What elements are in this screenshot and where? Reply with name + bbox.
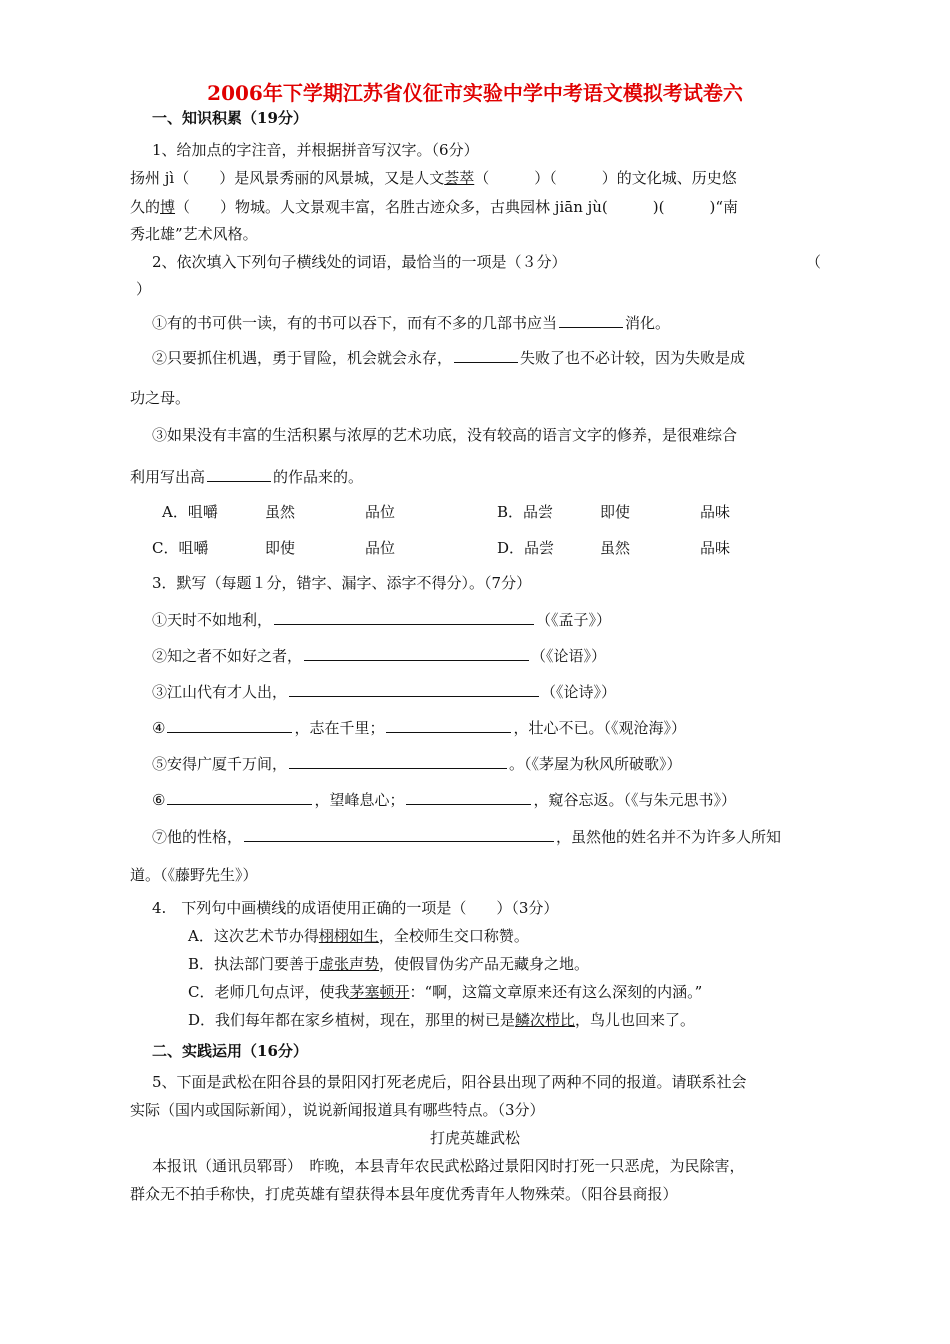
- section-heading-2: 二、实践运用（16分）: [152, 1042, 308, 1060]
- q4-c-end: ：“啊，这篇文章原来还有这么深刻的内涵。”: [409, 983, 703, 1001]
- q3-stem: 3．默写（每题１分，错字、漏字、添字不得分）。（7分）: [152, 574, 532, 592]
- q3-item-4-mid: ，志在千里；: [294, 719, 385, 737]
- q4-c-text: C．老师几句点评，使我: [188, 983, 350, 1001]
- q1-line-2: [130, 197, 738, 217]
- q3-item-3-text: ③江山代有才人出，: [152, 683, 288, 701]
- q4-b-end: ，使假冒伪劣产品无藏身之地。: [379, 955, 590, 973]
- q3-item-1: [152, 609, 611, 630]
- page-title: 2006年下学期江苏省仪征市实验中学中考语文模拟考试卷六: [207, 81, 743, 105]
- q3-blank-4b[interactable]: [386, 717, 511, 733]
- q2-option-d-word-3: 品味: [700, 539, 731, 557]
- q2-s1-end: 消化。: [625, 314, 671, 332]
- q2-stem: 2、依次填入下列句子横线处的词语，最恰当的一项是（３分）: [152, 253, 567, 271]
- q3-item-7-cont: 道。（《藤野先生》）: [130, 866, 258, 884]
- q3-item-7-text: ⑦他的性格，: [152, 828, 243, 846]
- q2-option-c-word-2: 即使: [265, 539, 296, 557]
- q2-option-b-word-1: B．品尝: [497, 503, 554, 521]
- q3-item-4: [152, 717, 686, 738]
- q3-item-4-source: ，壮心不已。（《观沧海》）: [513, 719, 686, 737]
- q2-blank-1[interactable]: [559, 312, 623, 328]
- q3-blank-4a[interactable]: [167, 717, 292, 733]
- q3-item-6-mid: ，望峰息心；: [314, 791, 405, 809]
- q2-s2-end: 失败了也不必计较，因为失败是成: [520, 349, 746, 367]
- q1-line-2a: 久的: [130, 198, 161, 216]
- q3-item-1-text: ①天时不如地利，: [152, 611, 273, 629]
- q4-d-text: D．我们每年都在家乡植树，现在，那里的树已是: [188, 1011, 516, 1029]
- q5-news-line-1: 本报讯（通讯员郓哥） 昨晚，本县青年农民武松路过景阳冈时打死一只恶虎，为民除害，: [152, 1157, 745, 1175]
- q3-blank-2[interactable]: [304, 645, 529, 661]
- q2-option-a-word-3: 品位: [365, 503, 396, 521]
- q4-option-c: [188, 982, 702, 1002]
- q2-answer-paren-open: （: [806, 253, 822, 271]
- q3-item-6-num: ⑥: [152, 791, 166, 809]
- q3-item-2-text: ②知之者不如好之者，: [152, 647, 303, 665]
- q3-item-6: [152, 789, 736, 810]
- q5-stem-line-2: 实际（国内或国际新闻），说说新闻报道具有哪些特点。（3分）: [130, 1101, 545, 1119]
- q1-line-1b: （ ）（ ）的文化城、历史悠: [474, 169, 737, 187]
- q2-s3-text: 利用写出高: [130, 468, 206, 486]
- q2-option-a-word-2: 虽然: [265, 503, 296, 521]
- q3-item-3: [152, 681, 616, 702]
- q4-option-a: [188, 926, 529, 946]
- q3-item-7: [152, 826, 781, 847]
- q3-blank-6a[interactable]: [167, 789, 312, 805]
- q2-sentence-1: [152, 312, 670, 333]
- q3-item-1-source: （《孟子》）: [536, 611, 612, 629]
- section-heading-1: 一、知识积累（19分）: [152, 109, 308, 127]
- q3-blank-1[interactable]: [274, 609, 534, 625]
- q2-answer-paren-close: ）: [136, 280, 152, 298]
- q4-c-idiom: 茅塞顿开: [349, 983, 410, 1001]
- q4-b-text: B．执法部门要善于: [188, 955, 320, 973]
- q4-stem: 4. 下列句中画横线的成语使用正确的一项是（ ）（3分）: [152, 899, 559, 917]
- q2-s2-text: ②只要抓住机遇，勇于冒险，机会就会永存，: [152, 349, 453, 367]
- q2-option-c-word-1: C．咀嚼: [152, 539, 209, 557]
- q3-blank-3[interactable]: [289, 681, 539, 697]
- q4-option-b: [188, 954, 589, 974]
- q1-stem: 1、给加点的字注音，并根据拼音写汉字。（6分）: [152, 141, 479, 159]
- q2-sentence-3-cont: [130, 466, 363, 487]
- q1-line-2b: （ ）物城。人文景观丰富，名胜古迹众多，古典园林 jiān jù( )( )“南: [175, 198, 739, 216]
- q2-sentence-2-cont: 功之母。: [130, 389, 191, 407]
- q2-sentence-3: ③如果没有丰富的生活积累与浓厚的艺术功底，没有较高的语言文字的修养，是很难综合: [152, 426, 738, 444]
- q4-b-idiom: 虚张声势: [319, 955, 380, 973]
- q2-s3-end: 的作品来的。: [273, 468, 364, 486]
- q4-option-d: [188, 1010, 695, 1030]
- q3-blank-7[interactable]: [244, 826, 554, 842]
- q2-s1-text: ①有的书可供一读，有的书可以吞下，而有不多的几部书应当: [152, 314, 558, 332]
- q2-option-d-word-1: D．品尝: [497, 539, 555, 557]
- q5-news-line-2: 群众无不拍手称快，打虎英雄有望获得本县年度优秀青年人物殊荣。（阳谷县商报）: [130, 1185, 678, 1203]
- q5-news-headline: 打虎英雄武松: [429, 1129, 520, 1147]
- q2-option-c-word-3: 品位: [365, 539, 396, 557]
- q1-line-1a: 扬州 jì（ ）是风景秀丽的风景城，又是人文: [130, 169, 445, 187]
- q2-sentence-2: [152, 347, 745, 368]
- q2-option-b-word-3: 品味: [700, 503, 731, 521]
- q2-blank-2[interactable]: [454, 347, 518, 363]
- q3-item-2: [152, 645, 606, 666]
- q2-option-b-word-2: 即使: [600, 503, 631, 521]
- q3-item-3-source: （《论诗》）: [541, 683, 617, 701]
- q1-underlined-char: 博: [160, 198, 176, 216]
- q3-item-4-num: ④: [152, 719, 166, 737]
- q3-item-5-source: 。（《茅屋为秋风所破歌》）: [509, 755, 682, 773]
- q3-item-2-source: （《论语》）: [531, 647, 607, 665]
- q2-blank-3[interactable]: [207, 466, 271, 482]
- q4-a-end: ，全校师生交口称赞。: [378, 927, 529, 945]
- q3-item-5: [152, 753, 682, 774]
- q4-d-idiom: 鳞次栉比: [515, 1011, 576, 1029]
- q2-option-a-word-1: A．咀嚼: [162, 503, 218, 521]
- q1-line-1: [130, 168, 737, 188]
- q4-d-end: ，鸟儿也回来了。: [575, 1011, 696, 1029]
- q3-item-6-source: ，窥谷忘返。（《与朱元思书》）: [533, 791, 736, 809]
- q3-item-5-text: ⑤安得广厦千万间，: [152, 755, 288, 773]
- q2-option-d-word-2: 虽然: [600, 539, 631, 557]
- q4-a-text: A．这次艺术节办得: [188, 927, 319, 945]
- q5-stem-line-1: 5、下面是武松在阳谷县的景阳冈打死老虎后，阳谷县出现了两种不同的报道。请联系社会: [152, 1073, 747, 1091]
- q1-underlined-word: 荟萃: [444, 169, 475, 187]
- q3-blank-6b[interactable]: [406, 789, 531, 805]
- q1-line-3: 秀北雄”艺术风格。: [130, 225, 258, 243]
- q3-item-7-end: ，虽然他的姓名并不为许多人所知: [556, 828, 782, 846]
- q4-a-idiom: 栩栩如生: [318, 927, 379, 945]
- q3-blank-5[interactable]: [289, 753, 507, 769]
